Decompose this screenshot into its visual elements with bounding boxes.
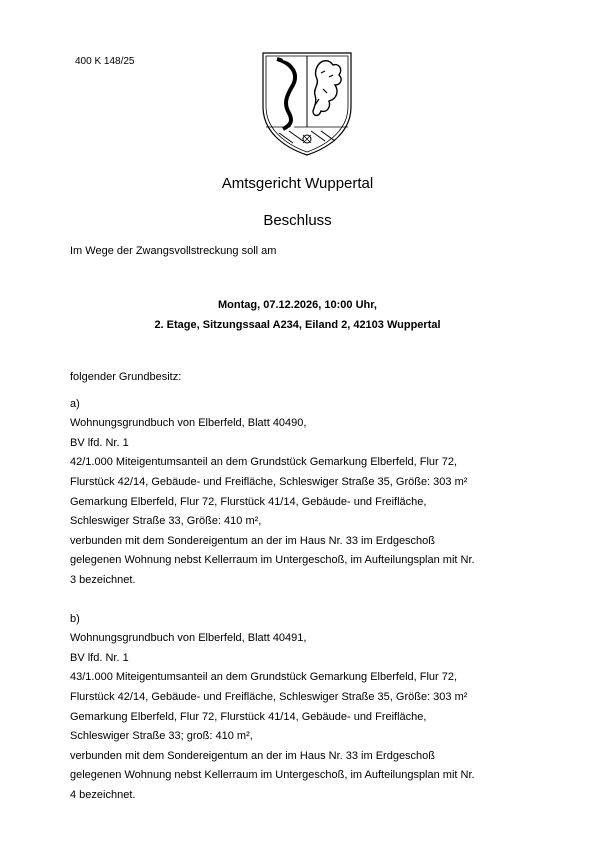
property-line: Flurstück 42/14, Gebäude- und Freifläche, Schleswiger Straße 35, Größe: 303 m²: [70, 475, 468, 488]
property-line: Schleswiger Straße 33; groß: 410 m²,: [70, 730, 253, 743]
property-line: BV lfd. Nr. 1: [70, 651, 129, 664]
coat-of-arms-icon: [259, 49, 355, 157]
property-label: b): [70, 612, 80, 625]
property-line: 4 bezeichnet.: [70, 788, 136, 801]
property-line: verbunden mit dem Sondereigentum an der im Haus Nr. 33 im Erdgeschoß: [70, 749, 436, 762]
property-description: [70, 368, 540, 805]
property-line: Wohnungsgrundbuch von Elberfeld, Blatt 40490,: [70, 417, 307, 430]
property-line: 3 bezeichnet.: [70, 573, 136, 586]
property-line: 43/1.000 Miteigentumsanteil an dem Grundstück Gemarkung Elberfeld, Flur 72,: [70, 671, 458, 684]
property-line: Schleswiger Straße 33, Größe: 410 m²,: [70, 515, 262, 528]
property-line: Gemarkung Elberfeld, Flur 72, Flurstück 41/14, Gebäude- und Freifläche,: [70, 495, 427, 508]
property-line: gelegenen Wohnung nebst Kellerraum im Untergeschoß, im Aufteilungsplan mit Nr.: [70, 554, 475, 567]
appointment-block: [0, 295, 595, 335]
case-number: 400 K 148/25: [75, 56, 135, 67]
intro-text: Im Wege der Zwangsvollstreckung soll am: [70, 245, 277, 257]
property-label: a): [70, 397, 80, 410]
appointment-date-time: Montag, 07.12.2026, 10:00 Uhr,: [218, 299, 377, 311]
property-line: Gemarkung Elberfeld, Flur 72, Flurstück 41/14, Gebäude- und Freifläche,: [70, 710, 427, 723]
property-line: Wohnungsgrundbuch von Elberfeld, Blatt 40491,: [70, 632, 307, 645]
appointment-location: 2. Etage, Sitzungssaal A234, Eiland 2, 42103 Wuppertal: [154, 319, 441, 331]
property-item-b: [70, 610, 540, 806]
property-line: 42/1.000 Miteigentumsanteil an dem Grundstück Gemarkung Elberfeld, Flur 72,: [70, 456, 458, 469]
property-intro: folgender Grundbesitz:: [70, 371, 182, 383]
property-line: gelegenen Wohnung nebst Kellerraum im Untergeschoß, im Aufteilungsplan mit Nr.: [70, 769, 475, 782]
document-title: Beschluss: [263, 212, 332, 229]
property-line: Flurstück 42/14, Gebäude- und Freifläche, Schleswiger Straße 35, Größe: 303 m²: [70, 690, 468, 703]
property-line: verbunden mit dem Sondereigentum an der im Haus Nr. 33 im Erdgeschoß: [70, 534, 436, 547]
property-line: BV lfd. Nr. 1: [70, 436, 129, 449]
court-name: Amtsgericht Wuppertal: [221, 175, 374, 192]
property-item-a: [70, 395, 540, 591]
